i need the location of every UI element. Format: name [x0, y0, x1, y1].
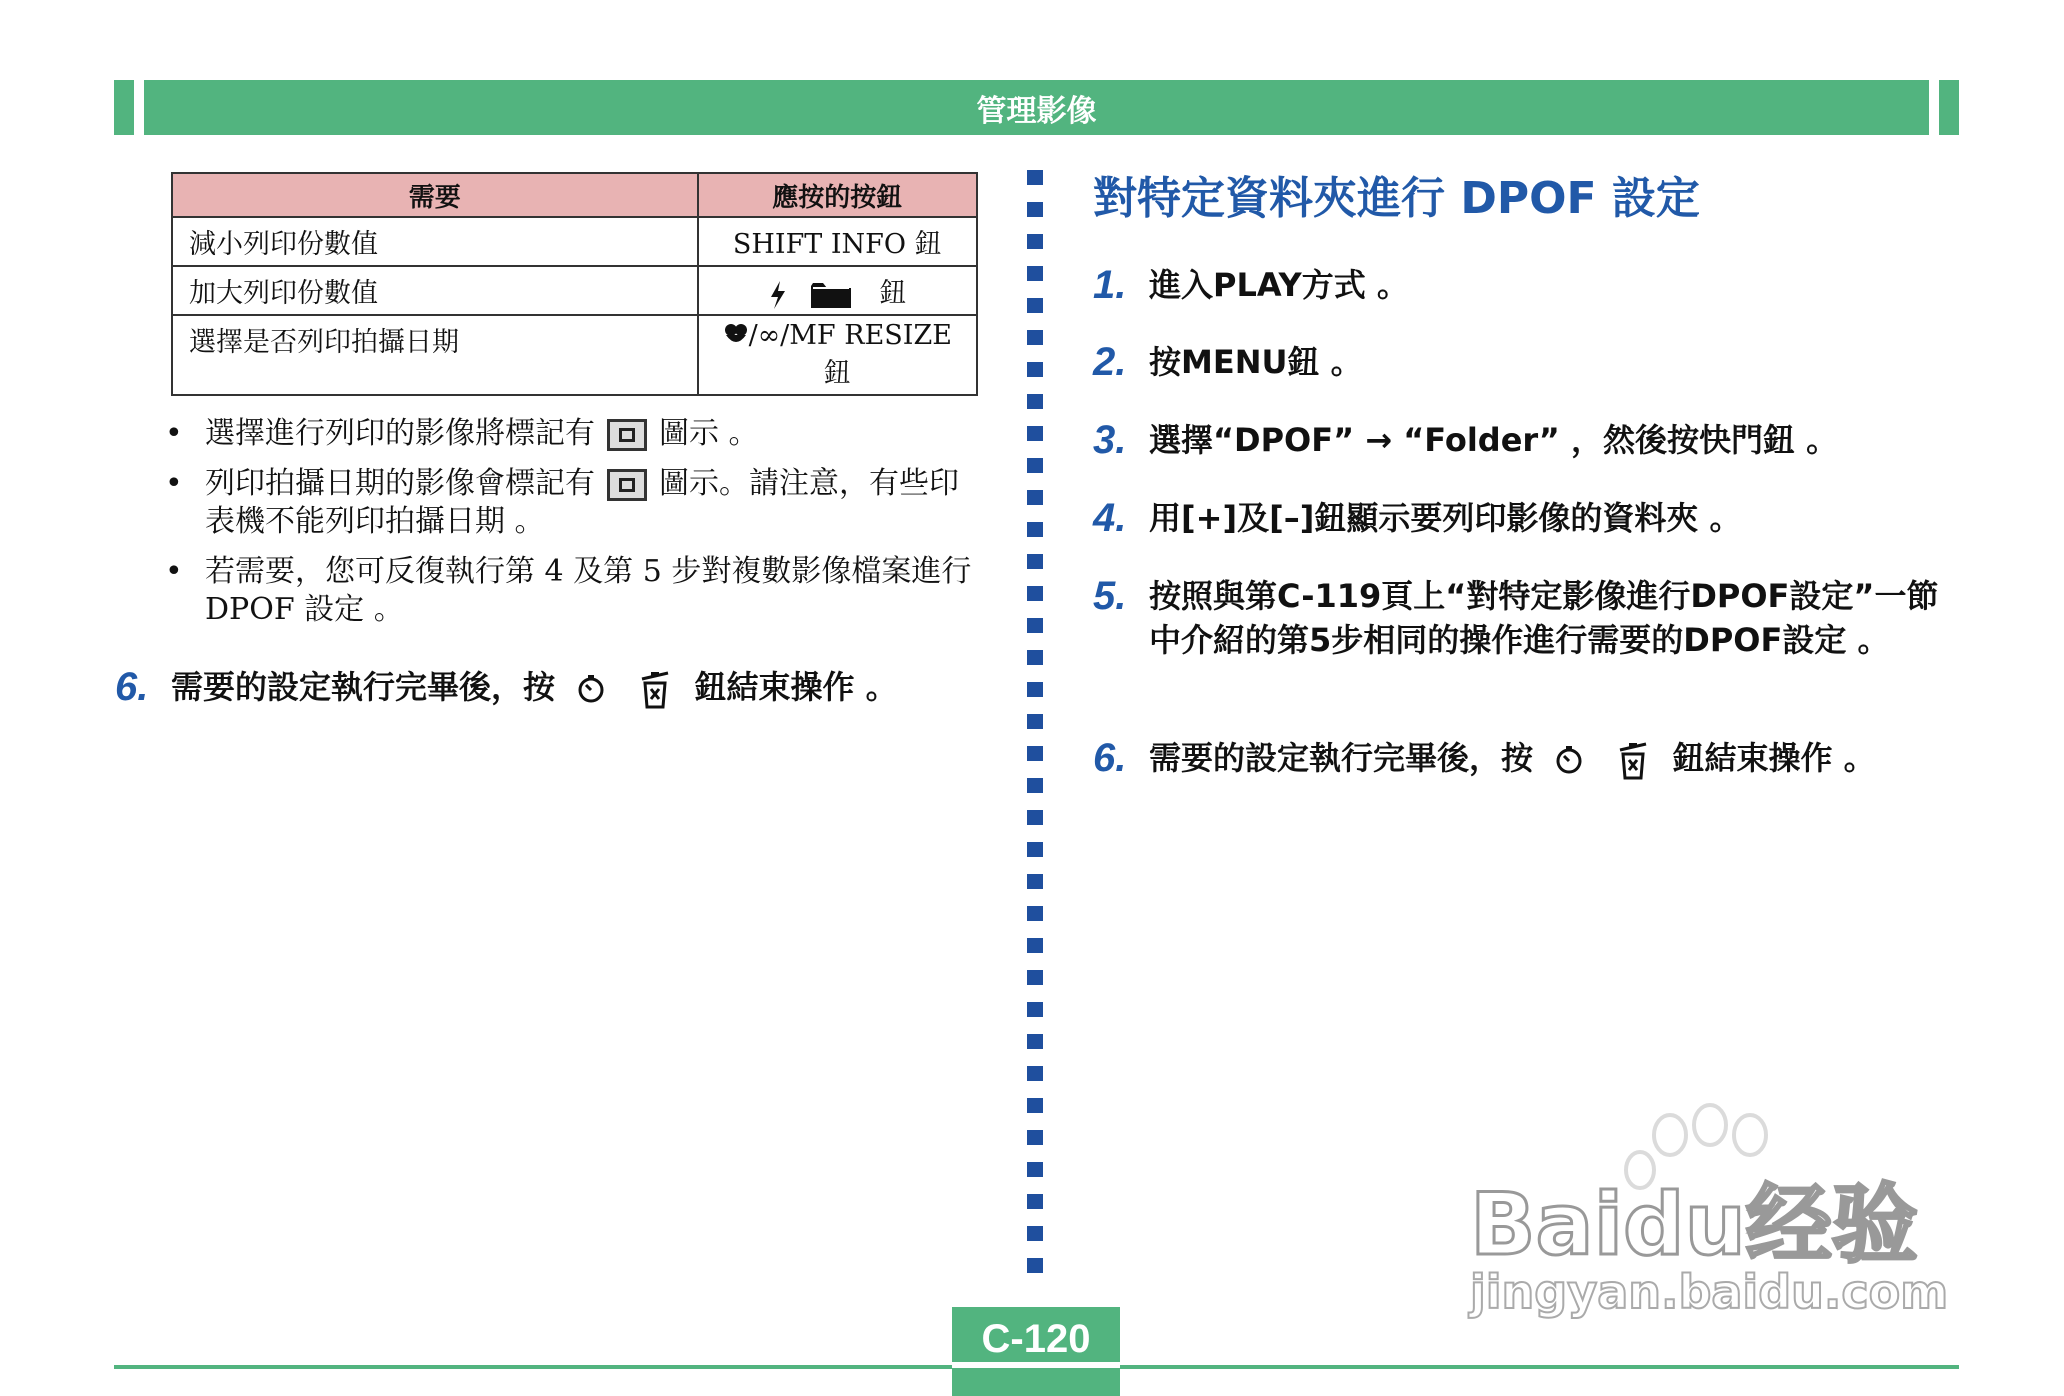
- right-step-1: [1093, 263, 1963, 307]
- page-header: [144, 80, 1929, 135]
- self-timer-icon: [1554, 745, 1584, 775]
- table-cell-button: SHIFT INFO 鈕: [698, 217, 977, 266]
- step-number: 4.: [1093, 496, 1127, 540]
- header-band-left: [114, 80, 134, 135]
- right-step-2: [1093, 340, 1963, 384]
- step-text: 用[+]及[–]鈕顯示要列印影像的資料夾 。: [1149, 499, 1742, 537]
- section-heading: 對特定資料夾進行 DPOF 設定: [1093, 173, 1700, 224]
- button-table: [171, 172, 978, 396]
- table-cell-button: [698, 266, 977, 315]
- left-step-6: [115, 665, 995, 709]
- step-number: 2.: [1093, 340, 1127, 384]
- step-number: 3.: [1093, 418, 1127, 462]
- note-text: 圖示。請注意，有些印表機不能列印拍攝日期 。: [205, 466, 959, 539]
- macro-icon: [723, 321, 749, 347]
- list-item: [165, 553, 985, 629]
- table-header-need: 需要: [172, 173, 698, 217]
- note-text: 列印拍攝日期的影像會標記有: [205, 466, 595, 501]
- right-step-5: [1093, 574, 1963, 662]
- step-text-end: 鈕結束操作 。: [694, 668, 898, 706]
- table-cell-button: [698, 315, 977, 395]
- table-row: [172, 266, 977, 315]
- table-cell-need: 選擇是否列印拍攝日期: [172, 315, 698, 395]
- table-row: [172, 217, 977, 266]
- note-text: 選擇進行列印的影像將標記有: [205, 416, 595, 451]
- step-text-end: 鈕結束操作 。: [1672, 739, 1876, 777]
- right-step-3: [1093, 418, 1963, 462]
- step-number: 5.: [1093, 574, 1127, 618]
- step-number: 6.: [115, 665, 149, 709]
- page-number-gap: [952, 1362, 1120, 1368]
- table-cell-need: 加大列印份數值: [172, 266, 698, 315]
- step-text: 需要的設定執行完畢後，按: [1149, 739, 1534, 777]
- right-step-4: [1093, 496, 1963, 540]
- notes-list: [165, 415, 985, 641]
- step-number: 1.: [1093, 263, 1127, 307]
- header-title: 管理影像: [976, 94, 1097, 128]
- print-mark-icon: [607, 419, 647, 451]
- column-divider: [1027, 170, 1043, 1290]
- table-cell-need: 減小列印份數值: [172, 217, 698, 266]
- watermark-brand: Baidu经验: [1470, 1175, 1918, 1275]
- right-step-6: [1093, 736, 1963, 780]
- delete-icon: [1615, 740, 1651, 780]
- step-text: 選擇“DPOF” → “Folder” ，然後按快門鈕 。: [1149, 421, 1839, 459]
- note-text: 若需要，您可反復執行第 4 及第 5 步對複數影像檔案進行 DPOF 設定 。: [205, 554, 972, 627]
- table-header-row: [172, 173, 977, 217]
- list-item: [165, 465, 985, 541]
- table-row: [172, 315, 977, 395]
- date-print-icon: [607, 469, 647, 501]
- self-timer-icon: [576, 674, 606, 704]
- step-text: 需要的設定執行完畢後，按: [171, 668, 556, 706]
- delete-icon: [637, 669, 673, 709]
- list-item: [165, 415, 985, 453]
- note-text: 圖示 。: [659, 416, 759, 451]
- step-text: 按照與第C-119頁上“對特定影像進行DPOF設定”一節中介紹的第5步相同的操作進行需要的DPOF設定 。: [1149, 577, 1939, 659]
- button-suffix: 鈕: [879, 278, 907, 309]
- header-band-right: [1939, 80, 1959, 135]
- table-header-button: 應按的按鈕: [698, 173, 977, 217]
- step-number: 6.: [1093, 736, 1127, 780]
- watermark-url: jingyan.baidu.com: [1470, 1265, 1949, 1319]
- flash-icon: [768, 280, 788, 310]
- step-text: 進入PLAY方式 。: [1149, 266, 1409, 304]
- button-macro-label: /∞/MF RESIZE 鈕: [748, 320, 952, 389]
- folder-icon: [809, 280, 853, 310]
- page-number: [952, 1307, 1120, 1396]
- step-text: 按MENU鈕 。: [1149, 343, 1363, 381]
- page-number-text: C-120: [981, 1317, 1091, 1361]
